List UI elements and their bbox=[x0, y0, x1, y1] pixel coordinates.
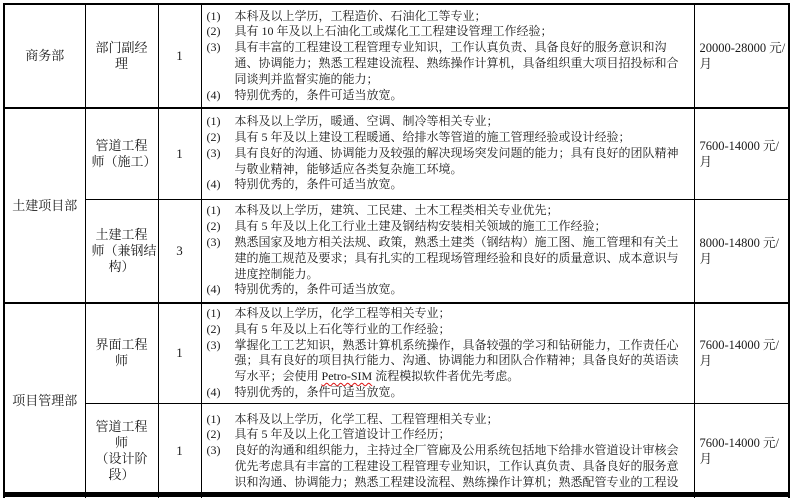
requirement-item bbox=[207, 203, 690, 219]
requirement-text: 本科及以上学历，工程造价、石油化工等专业； bbox=[234, 8, 487, 23]
requirement-number: (3) bbox=[206, 234, 221, 249]
salary-cell bbox=[694, 199, 789, 303]
requirement-text: 特别优秀的，条件可适当放宽。 bbox=[234, 87, 403, 102]
requirement-number: (1) bbox=[206, 114, 221, 129]
headcount-cell: 3 bbox=[158, 199, 201, 303]
requirement-item bbox=[207, 282, 690, 298]
requirement-text: 具有丰富的工程建设工程管理专业知识，工作认真负责、具备良好的服务意识和沟通、协调能力；熟悉工程建设流程、熟练操作计算机，具备组织重大项目招投标和合同谈判并监督实施的能力； bbox=[234, 40, 679, 86]
salary-line: 月 bbox=[699, 354, 713, 369]
salary-line: 7600-14000 元/ bbox=[699, 338, 780, 353]
position-title-line: 理 bbox=[114, 56, 128, 71]
position-title-line: 管道工程 bbox=[95, 419, 148, 435]
requirement-text: 具有 5 年及以上化工行业土建及钢结构安装相关领域的施工工作经验； bbox=[234, 219, 607, 234]
salary-line: 8000-14800 元/ bbox=[699, 235, 780, 250]
requirement-number: (2) bbox=[206, 24, 221, 39]
requirement-number: (2) bbox=[206, 427, 221, 442]
position-title-line: （设计阶 bbox=[95, 451, 148, 467]
department-cell bbox=[4, 303, 85, 498]
requirement-text: 特别优秀的，条件可适当放宽。 bbox=[234, 177, 403, 192]
position-title-line: 土建工程 bbox=[95, 226, 148, 242]
department-name: 土建项目部 bbox=[12, 197, 78, 213]
requirements-cell bbox=[201, 303, 694, 403]
requirement-item bbox=[207, 427, 690, 443]
requirements-cell bbox=[201, 108, 694, 199]
requirement-number: (3) bbox=[206, 145, 221, 160]
position-title-line: 师 bbox=[114, 353, 128, 369]
requirement-text: 熟悉国家及地方相关法规、政策，熟悉土建类（钢结构）施工图、施工管理和有关土建的施工规范及要求；具有扎实的工程现场管理经验和良好的质量意识、成本意识与进度控制能力。 bbox=[234, 234, 679, 281]
requirement-item bbox=[207, 385, 690, 401]
requirement-text: 特别优秀的，条件可适当放宽。 bbox=[234, 282, 403, 297]
requirement-text bbox=[235, 338, 690, 385]
salary-line: 月 bbox=[699, 251, 713, 266]
spellcheck-flagged-word: Petro-SIM bbox=[321, 369, 373, 384]
requirement-text: 具有 5 年及以上石化等行业的工作经验； bbox=[234, 321, 451, 336]
requirement-item bbox=[207, 24, 690, 40]
requirement-number: (1) bbox=[206, 306, 221, 320]
table-row bbox=[4, 303, 789, 403]
requirement-number: (2) bbox=[206, 219, 221, 234]
requirement-text: 良好的沟通和组织能力，主持过全厂管廊及公用系统包括地下给排水管道设计审核会优先考虑具有丰富的工程建设工程管理专业知识，工作认真负责、具备良好的服务意识和沟通、协调能力；熟悉工程建设流程、熟练操作计算机；熟悉配管专业的工程设 bbox=[234, 443, 679, 489]
requirement-number: (2) bbox=[206, 130, 221, 145]
salary-line: 月 bbox=[699, 154, 713, 169]
requirement-number: (1) bbox=[206, 411, 221, 426]
department-cell bbox=[4, 108, 85, 303]
requirement-item bbox=[207, 322, 690, 338]
requirement-number: (2) bbox=[206, 321, 221, 336]
requirement-number: (3) bbox=[206, 443, 221, 458]
headcount-cell: 1 bbox=[158, 303, 201, 403]
position-title-line: 段） bbox=[108, 467, 135, 483]
position-title-line: 构） bbox=[108, 258, 135, 274]
salary-line: 7600-14000 元/ bbox=[699, 436, 780, 451]
requirement-text: 具有 5 年及以上建设工程暖通、给排水等管道的施工管理经验或设计经验； bbox=[234, 130, 631, 145]
requirement-item bbox=[207, 177, 690, 193]
position-title-line: 界面工程 bbox=[95, 337, 148, 353]
position-cell bbox=[85, 4, 158, 108]
position-cell bbox=[85, 199, 158, 303]
screenshot-cut-edge bbox=[3, 492, 789, 497]
position-cell bbox=[85, 108, 158, 199]
position-title-line: 师 bbox=[114, 435, 128, 451]
requirement-text: 本科及以上学历，建筑、工民建、土木工程类相关专业优先； bbox=[234, 203, 559, 218]
requirement-item bbox=[207, 130, 690, 146]
requirement-number: (1) bbox=[206, 203, 221, 218]
requirement-text: 具有 10 年及以上石油化工或煤化工工程建设管理工作经验； bbox=[234, 24, 553, 39]
salary-cell bbox=[694, 4, 789, 108]
requirement-item bbox=[207, 306, 690, 322]
position-title-line: 师（兼钢结 bbox=[91, 242, 157, 258]
position-title-line: 师（施工） bbox=[91, 153, 157, 169]
headcount-cell: 1 bbox=[158, 403, 201, 498]
requirement-item bbox=[207, 114, 690, 130]
salary-cell bbox=[694, 303, 789, 403]
department-name: 项目管理部 bbox=[12, 393, 78, 409]
requirement-number: (4) bbox=[206, 384, 221, 399]
requirement-item bbox=[207, 9, 690, 25]
table-row bbox=[4, 108, 789, 199]
position-cell bbox=[85, 303, 158, 403]
requirement-number: (4) bbox=[206, 282, 221, 297]
requirements-cell bbox=[201, 403, 694, 498]
department-cell bbox=[4, 4, 85, 108]
requirement-text: 本科及以上学历，暖通、空调、制冷等相关专业； bbox=[234, 114, 499, 129]
table-row bbox=[4, 199, 789, 303]
requirement-text: 本科及以上学历，化学工程等相关专业； bbox=[234, 306, 451, 320]
requirement-item bbox=[207, 412, 690, 428]
requirement-number: (4) bbox=[206, 177, 221, 192]
table-row bbox=[4, 403, 789, 498]
requirement-text-segment: 掌握化工工艺知识，熟悉计算机系统操作，具备较强的学习和钻研能力，工作责任心强；具有良好的项目执行能力、沟通、协调能力和团队合作精神；具备良好的英语读写水平；会使用 bbox=[234, 337, 679, 384]
requirement-item bbox=[207, 338, 690, 385]
requirement-text-segment: 流程模拟软件者优先考虑。 bbox=[372, 369, 520, 384]
salary-line: 月 bbox=[699, 452, 713, 467]
requirements-cell bbox=[201, 4, 694, 108]
position-cell bbox=[85, 403, 158, 498]
requirements-cell bbox=[201, 199, 694, 303]
requirement-text: 具有 5 年及以上化工管道设计工作经历； bbox=[234, 427, 451, 442]
requirement-item bbox=[207, 146, 690, 178]
requirement-number: (3) bbox=[206, 40, 221, 55]
requirement-text: 本科及以上学历，化学工程、工程管理相关专业； bbox=[234, 411, 499, 426]
requirement-item bbox=[207, 443, 690, 490]
requirement-number: (4) bbox=[206, 87, 221, 102]
requirement-number: (3) bbox=[206, 337, 221, 352]
requirement-item bbox=[207, 219, 690, 235]
headcount-cell: 1 bbox=[158, 108, 201, 199]
salary-line: 20000-28000 元/ bbox=[699, 41, 786, 55]
requirement-text: 具有良好的沟通、协调能力及较强的解决现场突发问题的能力；具有良好的团队精神与敬业精神，能够适应各类复杂施工环境。 bbox=[234, 145, 679, 176]
salary-line: 月 bbox=[699, 57, 713, 71]
department-name: 商务部 bbox=[25, 48, 65, 63]
requirement-number: (1) bbox=[206, 8, 221, 23]
requirement-item bbox=[207, 40, 690, 87]
salary-line: 7600-14000 元/ bbox=[699, 138, 780, 153]
requirement-text: 特别优秀的，条件可适当放宽。 bbox=[234, 384, 403, 399]
salary-cell bbox=[694, 108, 789, 199]
table-row bbox=[4, 4, 789, 108]
requirement-item bbox=[207, 88, 690, 104]
headcount-cell: 1 bbox=[158, 4, 201, 108]
position-title-line: 管道工程 bbox=[95, 137, 148, 153]
salary-cell bbox=[694, 403, 789, 498]
job-postings-table bbox=[3, 3, 790, 498]
requirement-item bbox=[207, 235, 690, 282]
position-title-line: 部门副经 bbox=[95, 40, 148, 55]
